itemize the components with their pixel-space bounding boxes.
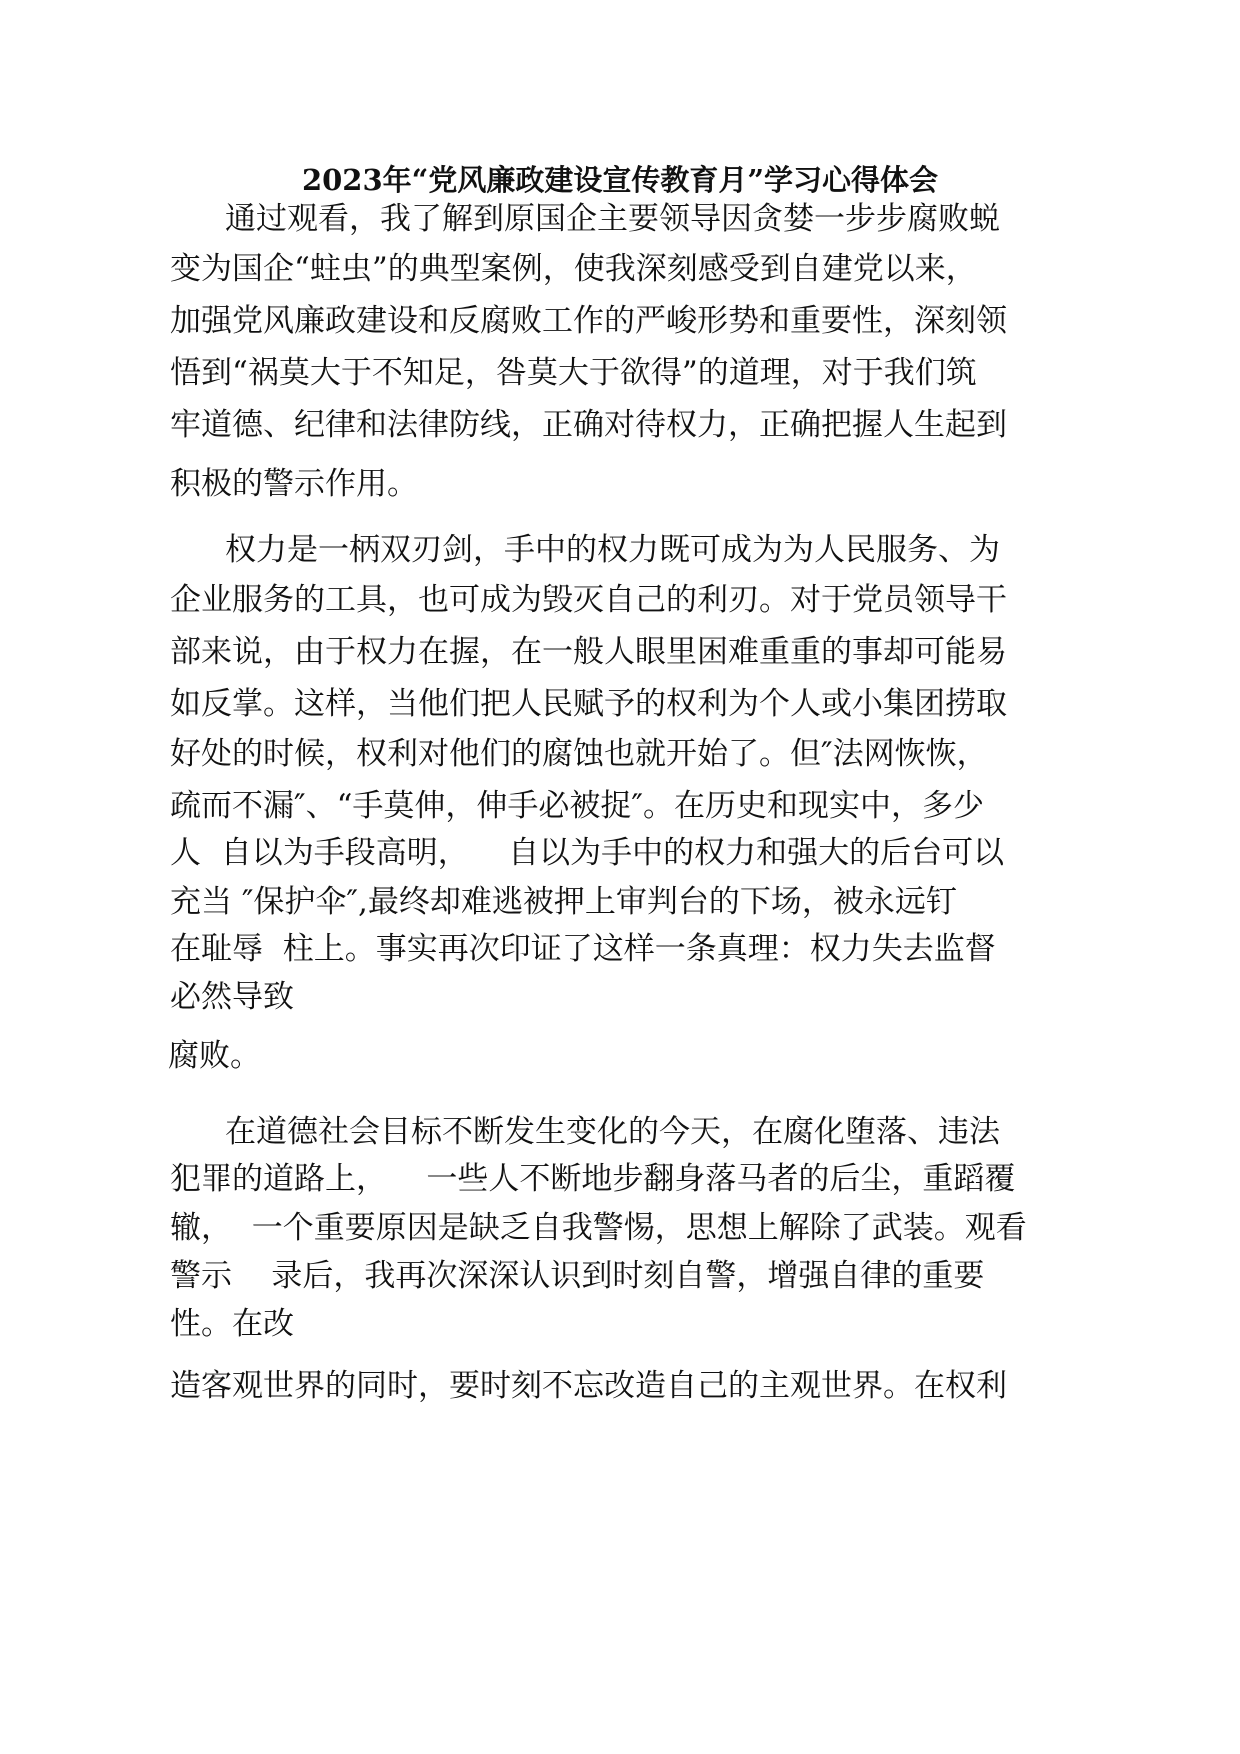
paragraph-line: 必然导致: [170, 979, 294, 1015]
paragraph-line: 人 自以为手段高明， 自以为手中的权力和强大的后台可以: [170, 835, 1005, 871]
paragraph-line: 积极的警示作用。: [170, 466, 418, 502]
paragraph-line: 通过观看，我了解到原国企主要领导因贪婪一步步腐败蜕: [225, 201, 1000, 237]
paragraph-line: 充当 ″保护伞″,最终却难逃被押上审判台的下场，被永远钉: [170, 884, 957, 920]
paragraph-line: 在耻辱 柱上。事实再次印证了这样一条真理：权力失去监督: [170, 931, 996, 967]
paragraph-line: 权力是一柄双刃剑，手中的权力既可成为为人民服务、为: [225, 532, 1000, 568]
paragraph-line: 腐败。: [168, 1038, 261, 1074]
paragraph-line: 加强党风廉政建设和反腐败工作的严峻形势和重要性，深刻领: [170, 303, 1007, 339]
paragraph-line: 性。在改: [170, 1306, 294, 1342]
paragraph-line: 悟到“祸莫大于不知足，咎莫大于欲得”的道理，对于我们筑: [170, 355, 977, 391]
paragraph-line: 在道德社会目标不断发生变化的今天，在腐化堕落、违法: [225, 1114, 1000, 1150]
paragraph-line: 变为国企“蛀虫”的典型案例，使我深刻感受到自建党以来，: [170, 251, 977, 287]
paragraph-line: 犯罪的道路上， 一些人不断地步翻身落马者的后尘，重蹈覆: [170, 1161, 1016, 1197]
paragraph-line: 警示 录后，我再次深深认识到时刻自警，增强自律的重要: [170, 1258, 985, 1294]
paragraph-line: 如反掌。这样，当他们把人民赋予的权利为个人或小集团捞取: [170, 686, 1007, 722]
paragraph-line: 部来说，由于权力在握，在一般人眼里困难重重的事却可能易: [170, 634, 1007, 670]
paragraph-line: 企业服务的工具，也可成为毁灭自己的利刃。对于党员领导干: [170, 582, 1007, 618]
paragraph-line: 辙， 一个重要原因是缺乏自我警惕，思想上解除了武装。观看: [170, 1210, 1027, 1246]
paragraph-line: 牢道德、纪律和法律防线，正确对待权力，正确把握人生起到: [170, 407, 1007, 443]
paragraph-line: 好处的时候，权利对他们的腐蚀也就开始了。但″法网恢恢，: [170, 736, 988, 772]
paragraph-line: 疏而不漏″、“手莫伸，伸手必被捉″。在历史和现实中，多少: [170, 788, 985, 824]
document-title: 2023年“党风廉政建设宣传教育月”学习心得体会: [301, 163, 939, 197]
paragraph-line: 造客观世界的同时，要时刻不忘改造自己的主观世界。在权利: [170, 1368, 1007, 1404]
